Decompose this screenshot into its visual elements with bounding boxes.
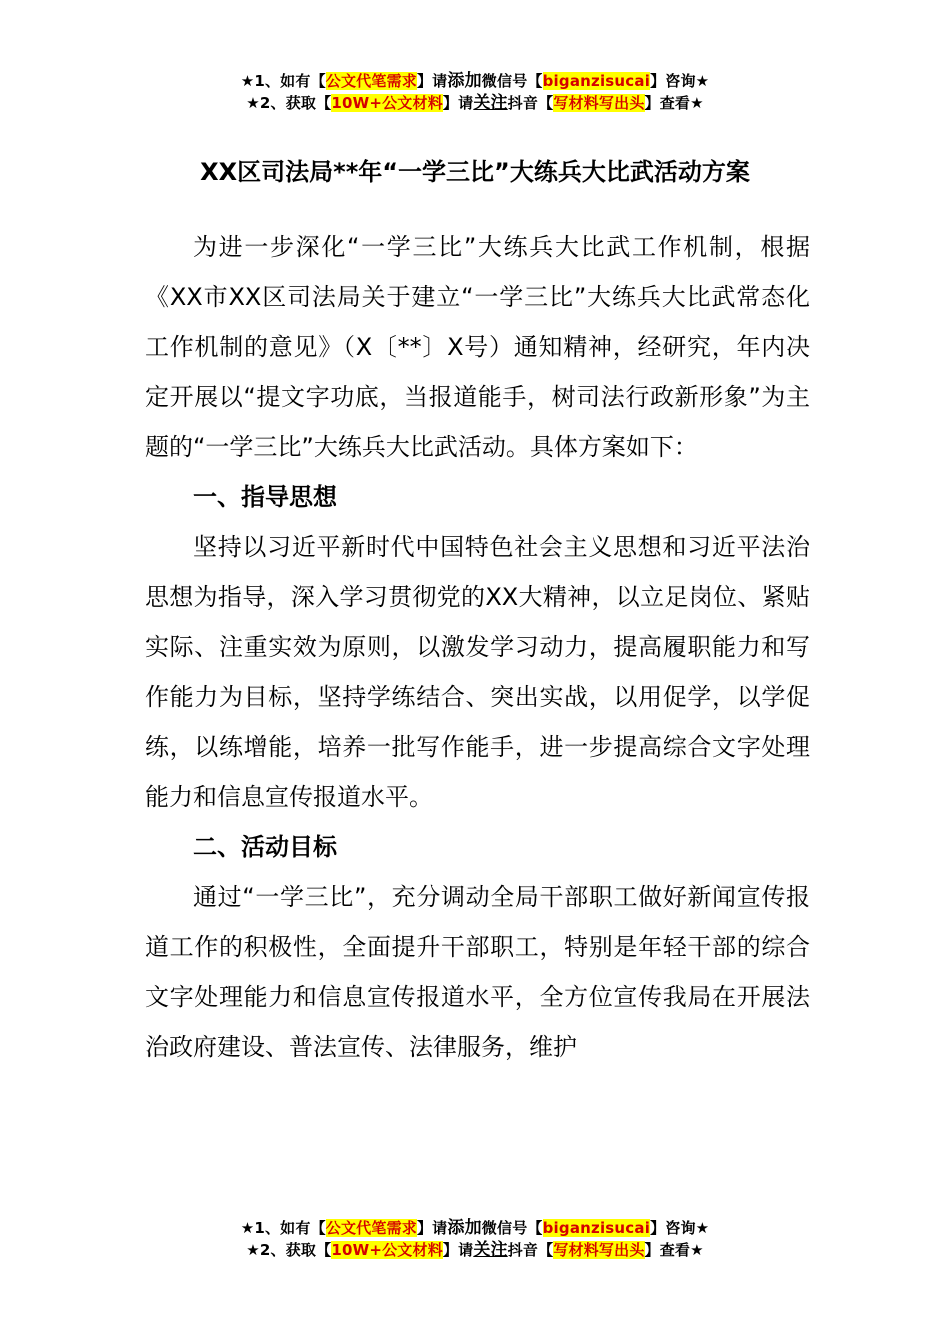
promo-highlight-douyin: 写材料写出头 (553, 94, 645, 112)
promo-highlight-ghostwriting: 公文代笔需求 (325, 72, 417, 90)
promo-highlight-wechat-id: biganzisucai (542, 72, 651, 90)
document-title: XX区司法局**年“一学三比”大练兵大比武活动方案 (200, 158, 750, 186)
promo-line2-mid1: 】请 (442, 1241, 474, 1259)
promo-highlight-ghostwriting: 公文代笔需求 (325, 1219, 417, 1237)
guiding-ideology-paragraph: 坚持以习近平新时代中国特色社会主义思想和习近平法治思想为指导，深入学习贯彻党的XX大精神，以立足岗位、紧贴实际、注重实效为原则，以激发学习动力，提高履职能力和写作能力为目标，坚持学练结合、突出实战，以用促学，以学促练，以练增能，培养一批写作能手，进一步提高综合文字处理能力和信息宣传报道水平。 (145, 533, 810, 811)
promo-line1-prefix: ★1、如有【 (240, 72, 326, 90)
promo-line1-suffix: 】咨询★ (650, 1219, 710, 1237)
promo-line2-prefix: ★2、获取【 (246, 1241, 332, 1259)
promo-line2-suffix: 】查看★ (644, 94, 704, 112)
promo-line1-suffix: 】咨询★ (650, 72, 710, 90)
promo-banner-bottom (0, 1217, 950, 1261)
promo-line1-add: 添加 (447, 71, 482, 91)
promo-highlight-douyin: 写材料写出头 (553, 1241, 645, 1259)
activity-goals-paragraph: 通过“一学三比”，充分调动全局干部职工做好新闻宣传报道工作的积极性，全面提升干部职工，特别是年轻干部的综合文字处理能力和信息宣传报道水平，全方位宣传我局在开展法治政府建设、普法宣传、法律服务，维护 (145, 883, 810, 1061)
promo-line2-mid2: 抖音【 (507, 1241, 554, 1259)
promo-line2-follow: 关注 (473, 93, 508, 113)
promo-line-2 (0, 92, 950, 114)
promo-line-1-bottom (0, 1217, 950, 1239)
promo-highlight-materials: 10W+公文材料 (331, 1241, 443, 1259)
promo-highlight-wechat-id: biganzisucai (542, 1219, 651, 1237)
promo-line2-suffix: 】查看★ (644, 1241, 704, 1259)
promo-line2-mid2: 抖音【 (507, 94, 554, 112)
promo-line1-add: 添加 (447, 1218, 482, 1238)
promo-line-2-bottom (0, 1239, 950, 1261)
promo-line1-mid2: 微信号【 (481, 1219, 543, 1237)
promo-line1-mid2: 微信号【 (481, 72, 543, 90)
document-body (145, 222, 810, 1072)
promo-banner-top (0, 70, 950, 114)
promo-line2-prefix: ★2、获取【 (246, 94, 332, 112)
section-heading-guiding-ideology: 一、指导思想 (193, 483, 337, 511)
promo-line2-follow: 关注 (473, 1240, 508, 1260)
promo-highlight-materials: 10W+公文材料 (331, 94, 443, 112)
promo-line1-prefix: ★1、如有【 (240, 1219, 326, 1237)
promo-line-1 (0, 70, 950, 92)
promo-line1-mid1: 】请 (416, 72, 448, 90)
promo-line1-mid1: 】请 (416, 1219, 448, 1237)
intro-paragraph: 为进一步深化“一学三比”大练兵大比武工作机制，根据《XX市XX区司法局关于建立“一学三比”大练兵大比武常态化工作机制的意见》（X〔**〕X号）通知精神，经研究，年内决定开展以“提文字功底，当报道能手，树司法行政新形象”为主题的“一学三比”大练兵大比武活动。具体方案如下： (145, 233, 810, 461)
section-heading-activity-goals: 二、活动目标 (193, 833, 337, 861)
promo-line2-mid1: 】请 (442, 94, 474, 112)
